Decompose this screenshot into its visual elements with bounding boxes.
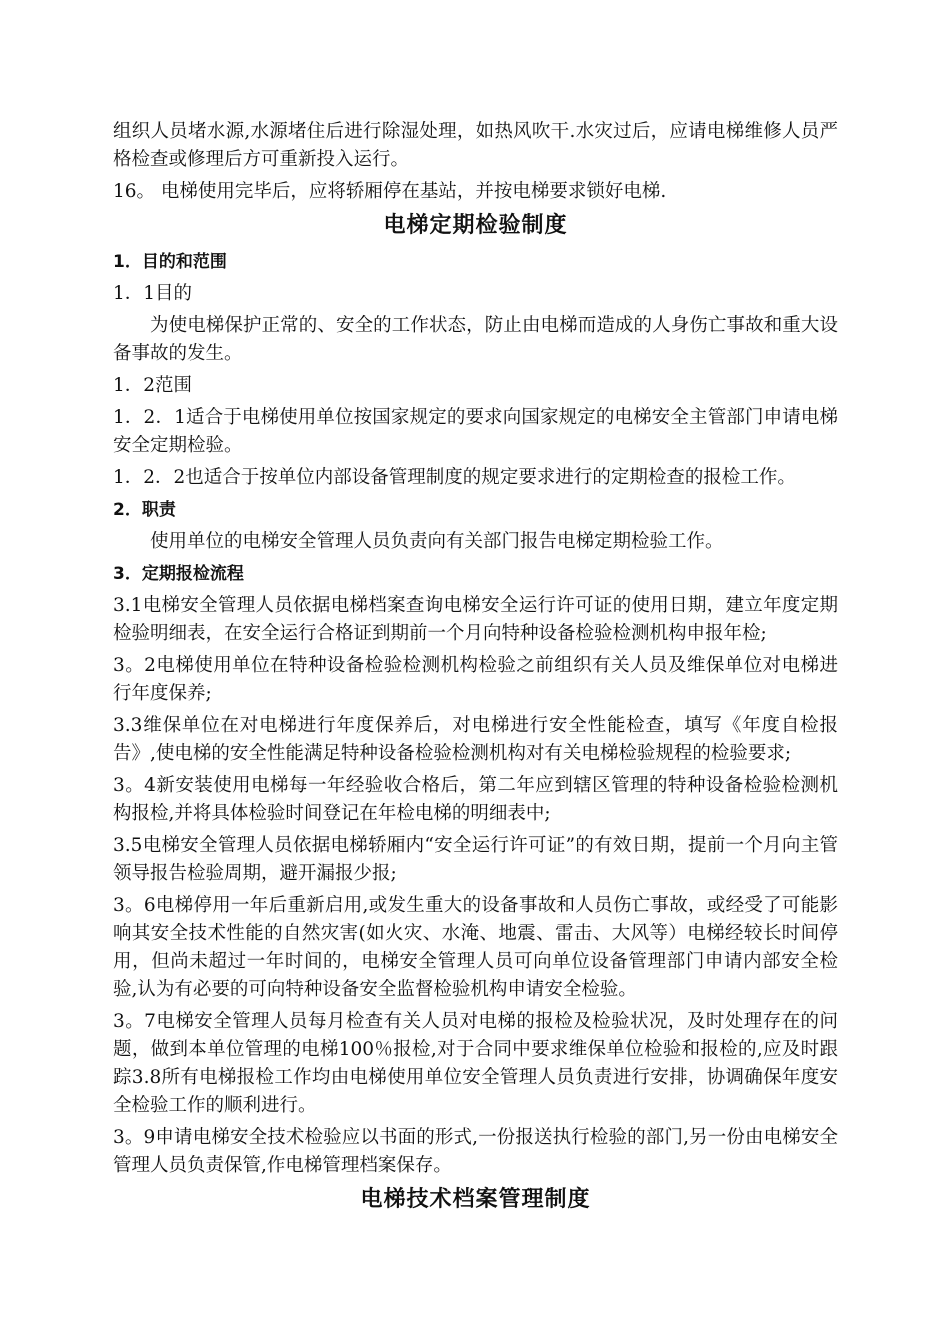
subheading-purpose: 1．1目的 — [113, 283, 193, 304]
paragraph-process-3-2: 3。2电梯使用单位在特种设备检验检测机构检验之前组织有关人员及维保单位对电梯进行年度保养; — [113, 655, 838, 704]
subheading-scope: 1．2范围 — [113, 375, 193, 396]
paragraph-process-3-5: 3.5电梯安全管理人员依据电梯轿厢内“安全运行许可证”的有效日期，提前一个月向主管领导报告检验周期，避开漏报少报; — [113, 835, 838, 884]
paragraph-scope-1: 1．2．1适合于电梯使用单位按国家规定的要求向国家规定的电梯安全主管部门申请电梯安全定期检验。 — [113, 407, 838, 456]
paragraph-process-3-6: 3。6电梯停用一年后重新启用,或发生重大的设备事故和人员伤亡事故，或经受了可能影响其安全技术性能的自然灾害(如火灾、水淹、地震、雷击、大风等）电梯经较长时间停用，但尚未超过一年时间的，电梯安全管理人员可向单位设备管理部门申请内部安全检验,认为有必要的可向特种设备安全监督检验机构申请安全检验。 — [113, 895, 838, 1000]
paragraph-scope-2: 1．2．2也适合于按单位内部设备管理制度的规定要求进行的定期检查的报检工作。 — [113, 467, 796, 488]
paragraph-water-damage: 组织人员堵水源,水源堵住后进行除湿处理，如热风吹干.水灾过后，应请电梯维修人员严格检查或修理后方可重新投入运行。 — [113, 121, 838, 170]
heading-responsibility: 2．职责 — [113, 500, 176, 520]
section-title-inspection: 电梯定期检验制度 — [383, 213, 568, 238]
heading-inspection-process: 3．定期报检流程 — [113, 564, 244, 584]
paragraph-process-3-3: 3.3维保单位在对电梯进行年度保养后，对电梯进行安全性能检查，填写《年度自检报告》,使电梯的安全性能满足特种设备检验检测机构对有关电梯检验规程的检验要求; — [113, 715, 838, 764]
paragraph-process-3-9: 3。9申请电梯安全技术检验应以书面的形式,一份报送执行检验的部门,另一份由电梯安全管理人员负责保管,作电梯管理档案保存。 — [113, 1127, 838, 1176]
paragraph-responsibility-body: 使用单位的电梯安全管理人员负责向有关部门报告电梯定期检验工作。 — [150, 531, 724, 552]
document-body — [113, 118, 838, 1222]
paragraph-purpose-body: 为使电梯保护正常的、安全的工作状态，防止由电梯而造成的人身伤亡事故和重大设备事故的发生。 — [113, 315, 838, 364]
paragraph-process-3-1: 3.1电梯安全管理人员依据电梯档案查询电梯安全运行许可证的使用日期，建立年度定期检验明细表，在安全运行合格证到期前一个月向特种设备检验检测机构申报年检; — [113, 595, 838, 644]
paragraph-item-16: 16。 电梯使用完毕后，应将轿厢停在基站，并按电梯要求锁好电梯. — [113, 181, 667, 202]
heading-purpose-scope: 1．目的和范围 — [113, 252, 227, 272]
paragraph-process-3-4: 3。4新安装使用电梯每一年经验收合格后，第二年应到辖区管理的特种设备检验检测机构报检,并将具体检验时间登记在年检电梯的明细表中; — [113, 775, 838, 824]
paragraph-process-3-7: 3。7电梯安全管理人员每月检查有关人员对电梯的报检及检验状况，及时处理存在的问题，做到本单位管理的电梯100％报检,对于合同中要求维保单位检验和报检的,应及时跟踪3.8所有电梯报检工作均由电梯使用单位安全管理人员负责进行安排，协调确保年度安全检验工作的顺利进行。 — [113, 1011, 838, 1116]
section-title-archives: 电梯技术档案管理制度 — [360, 1187, 591, 1212]
